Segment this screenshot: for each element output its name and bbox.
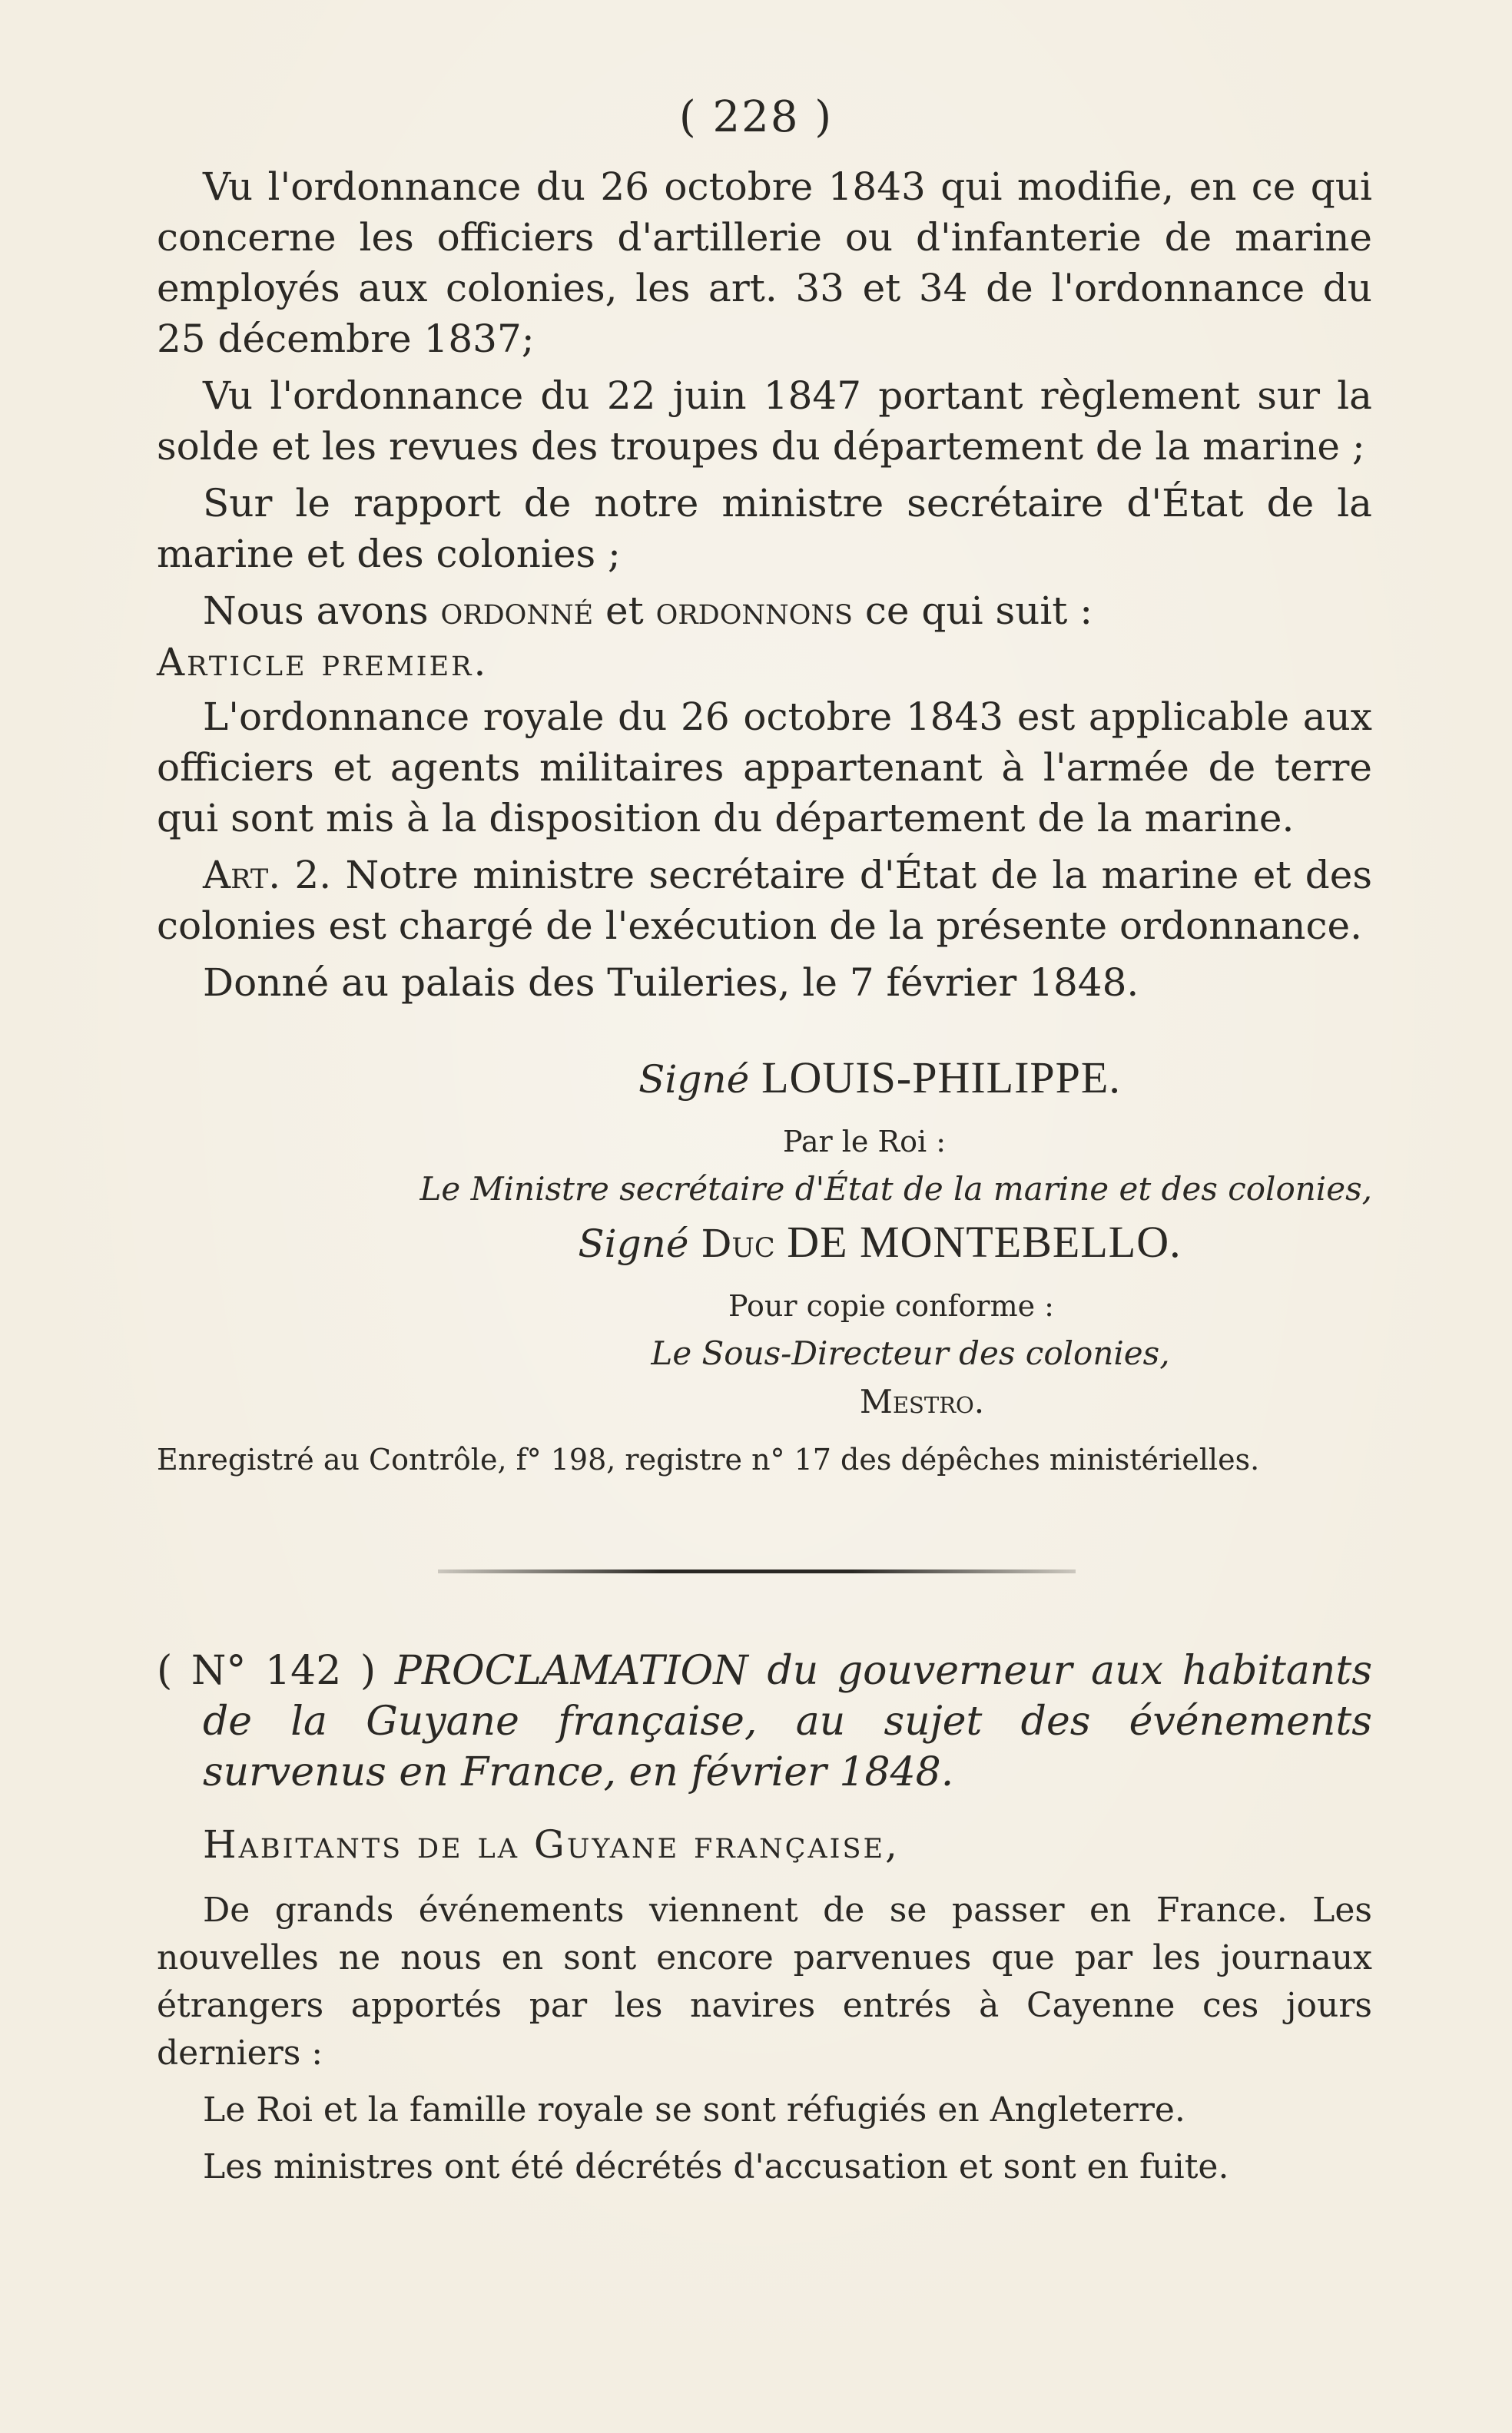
- proclamation-number: ( N° 142 ): [157, 1648, 376, 1694]
- sous-directeur-title: Le Sous-Directeur des colonies,: [651, 1334, 1170, 1372]
- proclamation-paragraph-2: Le Roi et la famille royale se sont réfugiés en Angleterre.: [203, 2090, 1185, 2130]
- ce-qui-suit-text: ce qui suit :: [852, 588, 1093, 633]
- paragraph-sur-le-rapport: Sur le rapport de notre ministre secrétaire d'État de la marine et des colonies ;: [157, 481, 1372, 576]
- minister-title: Le Ministre secrétaire d'État de la marine et des colonies,: [419, 1170, 1372, 1208]
- signature-montebello: [157, 1217, 1372, 1269]
- et-text: et: [593, 588, 656, 633]
- montebello-name: DE MONTEBELLO.: [774, 1217, 1182, 1267]
- duc-word: Duc: [701, 1221, 775, 1266]
- ordinance-body: [157, 161, 1372, 1008]
- pour-copie-conforme: Pour copie conforme :: [728, 1289, 1054, 1323]
- paragraph-article-1: L'ordonnance royale du 26 octobre 1843 est applicable aux officiers et agents militaires appartenant à l'armée de terre qui sont mis à la disposition du département de la marine.: [157, 694, 1372, 840]
- par-le-roi: Par le Roi :: [782, 1125, 946, 1158]
- proclamation-section: [157, 1646, 1372, 2191]
- ordonne-word: ordonné: [440, 588, 594, 633]
- louis-philippe-name: LOUIS-PHILIPPE.: [761, 1052, 1121, 1102]
- signe-label-2: Signé: [578, 1221, 689, 1266]
- signe-label-1: Signé: [638, 1057, 750, 1102]
- paragraph-vu-ordonnance-1843: Vu l'ordonnance du 26 octobre 1843 qui modifie, en ce qui concerne les officiers d'artillerie ou d'infanterie de marine employés aux colonies, les art. 33 et 34 de l'ordonnance du 25 décembre 1837;: [157, 164, 1372, 361]
- mestro-signature: Mestro.: [859, 1383, 985, 1420]
- proclamation-header: [157, 1646, 1372, 1798]
- paragraph-nous-avons: [157, 585, 1372, 636]
- paragraph-donne: Donné au palais des Tuileries, le 7 février 1848.: [203, 960, 1139, 1005]
- proclamation-paragraph-1: De grands événements viennent de se passer en France. Les nouvelles ne nous en sont encore parvenues que par les journaux étrangers apportés par les navires entrés à Cayenne ces jours derniers :: [157, 1891, 1372, 2073]
- proclamation-salutation: Habitants de la Guyane française,: [203, 1822, 900, 1867]
- ordonnons-word: ordonnons: [655, 588, 853, 633]
- enregistre-note: Enregistré au Contrôle, f° 198, registre n° 17 des dépêches ministérielles.: [157, 1443, 1260, 1477]
- proclamation-title: PROCLAMATION du gouverneur aux habitants de la Guyane française, au sujet des événements survenus en France, en février 1848.: [203, 1648, 1373, 1795]
- page-number: ( 228 ): [678, 92, 834, 142]
- article-2-text: Notre ministre secrétaire d'État de la marine et des colonies est chargé de l'exécution de la présente ordonnance.: [157, 853, 1372, 948]
- article-premier-heading: Article premier.: [157, 640, 489, 684]
- nous-avons-text: Nous avons: [203, 588, 441, 633]
- paragraph-vu-ordonnance-1847: Vu l'ordonnance du 22 juin 1847 portant règlement sur la solde et les revues des troupes du département de la marine ;: [157, 373, 1372, 469]
- signature-block: [157, 1052, 1372, 1481]
- proclamation-paragraph-3: Les ministres ont été décrétés d'accusation et sont en fuite.: [203, 2147, 1229, 2186]
- paragraph-article-2: [157, 850, 1372, 951]
- article-2-label: Art. 2.: [203, 853, 332, 897]
- signature-louis-philippe: [157, 1052, 1372, 1105]
- section-divider: [438, 1570, 1076, 1573]
